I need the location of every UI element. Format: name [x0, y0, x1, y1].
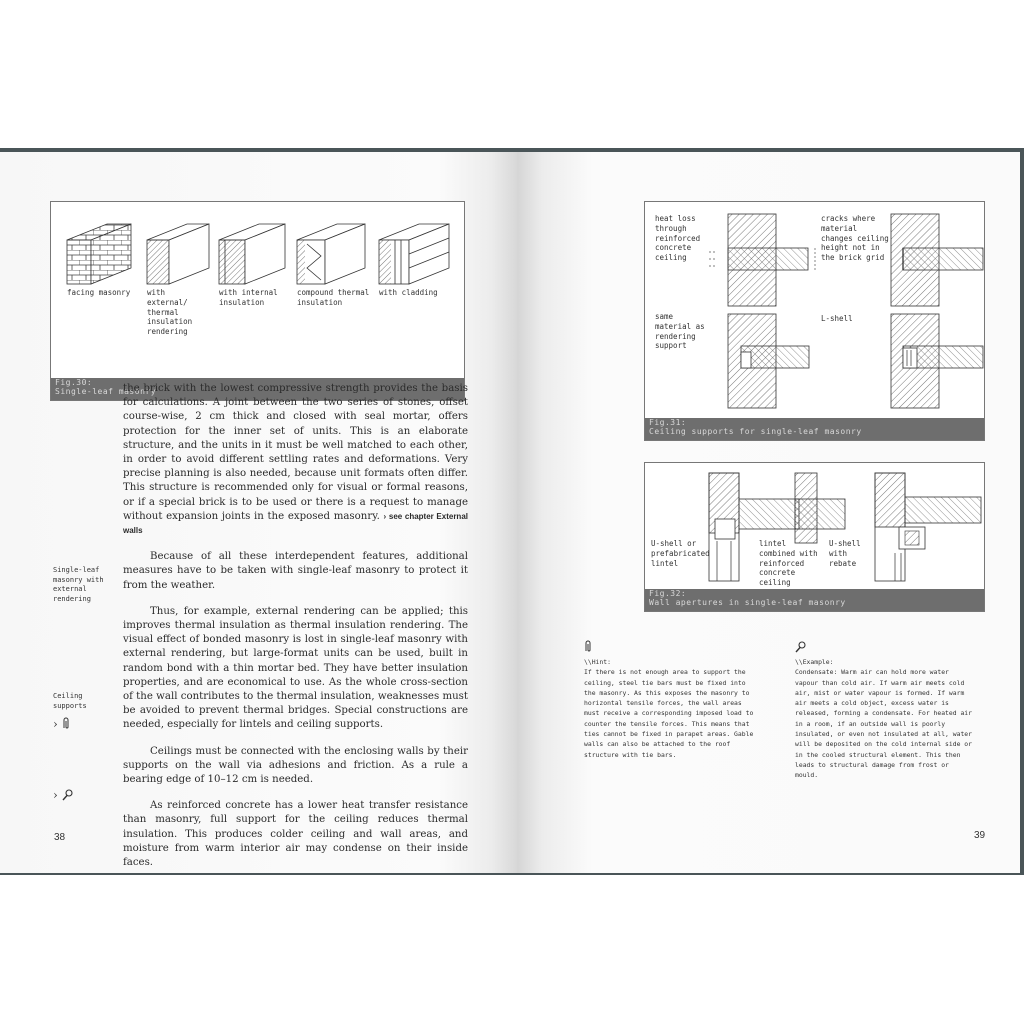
u-shell-rebate-detail	[875, 473, 981, 581]
magnifier-icon	[62, 789, 73, 801]
hint-reference[interactable]	[53, 717, 70, 731]
figure-31	[644, 201, 985, 441]
magnifier-icon	[795, 641, 806, 653]
paperclip-icon	[584, 640, 592, 653]
hint-box	[584, 638, 760, 760]
fig30-caption-3: with internal insulation	[219, 288, 278, 307]
figure-31-caption-bar	[645, 418, 984, 440]
figure-30	[50, 201, 465, 401]
heat-loss-detail	[707, 214, 815, 306]
fig30-caption-1: facing masonry	[67, 288, 131, 297]
figure-30-label: Fig.30:	[55, 378, 93, 387]
paragraph-4: Ceilings must be connected with the enclosing walls by their supports on the wall via adhesions and friction. As a rule a bearing edge of 10–12 cm is needed.	[123, 745, 468, 786]
internal-insulation-sketch	[219, 224, 285, 284]
paragraph-5: As reinforced concrete has a lower heat transfer resistance than masonry, full support for the ceiling reduces thermal insulation. This produces colder ceiling and wall areas, and moisture from warm interior air may condense on their inside faces.	[123, 800, 468, 869]
paperclip-icon	[62, 717, 70, 730]
figure-30-title: Single-leaf masonry	[55, 387, 157, 396]
margin-note-external-rendering: Single-leaf masonry with external rendering	[53, 566, 104, 603]
paragraph-2: Because of all these interdependent features, additional measures have to be taken with single-leaf masonry to protect it from the weather.	[123, 551, 468, 591]
fig31-caption-heat-loss: heat loss through reinforced concrete ceiling	[655, 214, 701, 263]
example-arrow: ›	[53, 788, 58, 802]
fig30-caption-4: compound thermal insulation	[297, 288, 370, 307]
fig31-caption-rendering: same material as rendering support	[655, 312, 705, 351]
left-body-text	[123, 382, 468, 870]
paragraph-3: Thus, for example, external rendering can be applied; this improves thermal insulation as thermal insulation rendering. The visual effect of bonded masonry is lost in single-leaf masonry with external rendering, but large-format units can be used, built in random bond with a thin mortar bed. They have better insulation properties, and are economical to use. As the whole cross-section of the wall contributes to the thermal insulation, weaknesses must be avoided to prevent thermal bridges. Special constructions are needed, especially for lintels and ceiling supports.	[123, 605, 468, 731]
external-insulation-sketch	[147, 224, 209, 284]
l-shell-detail	[891, 314, 983, 408]
cladding-sketch	[379, 224, 449, 284]
right-page	[517, 152, 1020, 873]
fig30-caption-2: with external/ thermal insulation rendering	[147, 288, 193, 337]
see-chapter-link[interactable]: › see chapter External walls	[123, 511, 468, 536]
fig31-caption-cracks: cracks where material changes ceiling height not in the brick grid	[821, 214, 889, 263]
compound-insulation-sketch	[297, 224, 365, 284]
figure-31-label: Fig.31:	[649, 418, 687, 427]
example-text: Condensate: Warm air can hold more water vapour than cold air. If warm air meets cold air, mist or water vapour is formed. If warm air meets a cold object, excess water is released, forming a condensate. For heated air in a room, if an outside wall is poorly insulated, or even not insulated at all, water will be deposited on the cold internal side or in the cooled structural element. This then leads to structural damage from frost or mould.	[795, 668, 972, 780]
paragraph-1: the brick with the lowest compressive strength provides the basis for calculations. A joint between the two series of stones, offset course-wise, 2 cm thick and closed with seal mortar, offers protection for the inner set of units. This is an elaborate structure, and the units in it must be well matched to each other, in order to avoid different settling rates and deformations. Very precise planning is also needed, because unit formats often differ. This structure is recommended only for visual or formal reasons, or if a special brick is to be used or there is a request to manage without expansion joints in the exposed masonry. › see chapter External walls	[123, 383, 468, 536]
example-reference[interactable]	[53, 788, 73, 802]
fig32-caption-u-shell: U-shell or prefabricated lintel	[651, 539, 710, 568]
fig32-caption-lintel-combined: lintel combined with reinforced concrete ceiling	[759, 539, 818, 588]
figure-32-label: Fig.32:	[649, 589, 687, 598]
example-heading: \\Example:	[795, 658, 834, 666]
page-number-right: 39	[974, 830, 986, 841]
facing-masonry-sketch	[67, 224, 131, 284]
fig32-caption-u-shell-rebate: U-shell with rebate	[829, 539, 861, 568]
figure-32-title: Wall apertures in single-leaf masonry	[649, 598, 846, 607]
hint-heading: \\Hint:	[584, 658, 611, 666]
example-box	[795, 638, 975, 781]
cracks-detail	[891, 214, 983, 306]
figure-32	[644, 462, 985, 612]
rendering-support-detail	[728, 314, 809, 408]
hint-text: If there is not enough area to support the ceiling, steel tie bars must be fixed into the masonry. As this exposes the masonry to horizontal tensile forces, the wall areas must receive a corresponding imposed load to counter the tensile forces. This means that ties cannot be fixed in parapet areas. Gable walls can also be attached to the roof structure with tie bars.	[584, 668, 754, 759]
figure-31-title: Ceiling supports for single-leaf masonry	[649, 427, 862, 436]
fig31-caption-l-shell: L-shell	[821, 314, 853, 323]
figure-32-caption-bar	[645, 589, 984, 611]
fig30-caption-5: with cladding	[379, 288, 438, 297]
lintel-combined-detail	[795, 473, 845, 543]
margin-note-ceiling-supports: Ceiling supports	[53, 692, 87, 710]
hint-arrow: ›	[53, 717, 58, 731]
left-page	[0, 152, 517, 873]
figure-30-drawing	[51, 210, 464, 300]
page-number-left: 38	[54, 832, 66, 843]
